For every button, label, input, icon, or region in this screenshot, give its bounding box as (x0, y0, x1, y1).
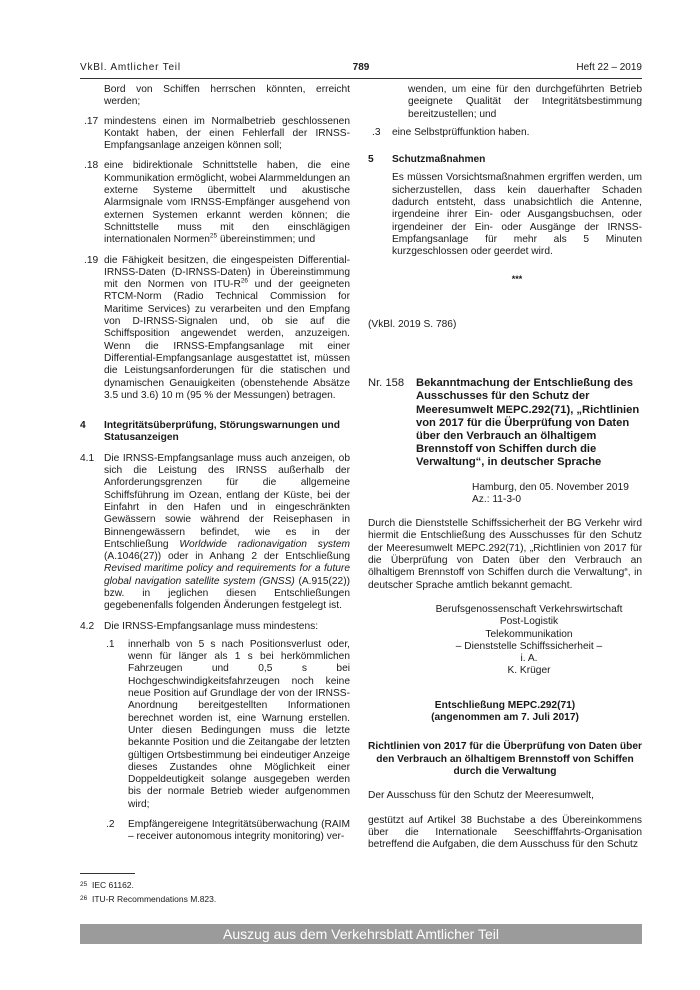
emphasis: Worldwide radionavigation system (179, 538, 350, 550)
header-rule (80, 78, 642, 79)
list-item (80, 116, 350, 153)
paragraph-text: Die IRNSS-Empfangsanlage muss mindestens: (104, 620, 319, 632)
paragraph-number: 4.2 (80, 620, 95, 632)
footnote-ref: 26 (240, 277, 249, 285)
intro-paragraph: Durch die Dienststelle Schiffssicherheit der BG Verkehr wird hiermit die Entschließung des Ausschusses für den Schutz der Meeresumwelt MEPC.292(71), „Richtlinien von 2017 für die Überprüfung von Daten über den Verbrauch an ölhaltigem Brennstoff von Schiffen durch die Verwaltung“, in deutscher Sprache amtlich bekannt gemacht. (368, 518, 642, 591)
item-text-cont: übereinstimmen; und (217, 234, 316, 246)
sub-item (80, 819, 350, 844)
section-title: Integritätsüberprüfung, Störungswarnungen und Statusanzeigen (104, 420, 340, 444)
resolution-title (368, 700, 642, 725)
item-number: .2 (106, 819, 115, 831)
item-text-cont: und der geeigneten RTCM-Norm (Radio Technical Commission for Maritime Services) zu verarbeiten und den Empfang von D-IRNSS-Signalen und, ob sie auf die Schiffsposition angewendet werden, anzuzeigen. Wenn die IRNSS-Empfangsanlage mit einer Differential-Empfangsanlage ausgestattet ist, müssen die Leistungsanforderungen für die statischen und dynamischen Genauigkeiten (obenstehende Absätze 3.5 und 3.6) 10 m (95 % der Messungen) betragen. (104, 279, 350, 401)
emphasis: Revised maritime policy and requirements for a future global navigation satellite system (GNSS) (104, 563, 350, 587)
notice-heading (368, 377, 642, 469)
left-column (80, 84, 350, 844)
journal-title: VkBl. Amtlicher Teil (80, 62, 181, 73)
sub-item (80, 639, 350, 811)
place-date: Hamburg, den 05. November 2019 (472, 481, 629, 493)
paragraph-text: Die IRNSS-Empfangsanlage muss auch anzeigen, ob sich die Leistung des IRNSS außerhalb der Anforderungsgrenzen für die allgemeine Schiffsführung im Ozean, entlang der Küste, bei der Einfahrt in den Hafen und in eingeschränkten Gewässern sowie während der Reisephasen in Binnengewässern befindet, wie es in der Entschließung (104, 452, 350, 550)
footnote (80, 894, 216, 904)
separator-stars: *** (511, 273, 523, 284)
list-item (80, 160, 350, 246)
section-number: 5 (368, 154, 374, 166)
item-text: innerhalb von 5 s nach Positionsverlust oder, wenn für länger als 1 s bei herkömmlichen Fahrzeugen und 0,5 s bei Hochgeschwindigkeitsfahrzeugen noch keine neue Position auf Grundlage der von der IRNSS-Anordnung bereitgestellten Informationen berechnet worden ist, eine Warnung erstellen. Unter diesen Bedingungen muss die letzte bekannte Position und die Zeitangabe der letzten gültigen Ortsbestimmung bei eindeutiger Anzeige dieses Zustandes ohne Möglichkeit einer Doppeldeutigkeit solange ausgegeben werden bis der normale Betrieb wieder aufgenommen wird; (128, 638, 350, 810)
page-header (80, 62, 642, 76)
paragraph-number: 4.1 (80, 452, 95, 464)
signature-block (368, 604, 642, 678)
section-number: 4 (80, 420, 86, 432)
list-item (368, 127, 642, 139)
item-number: .3 (372, 126, 381, 138)
paragraph-text: (A.1046(27)) oder in Anhang 2 der Entschließung (104, 551, 350, 563)
page-number: 789 (352, 62, 370, 73)
signature-line: Berufsgenossenschaft Verkehrswirtschaft (435, 603, 623, 615)
item-number: .17 (84, 115, 99, 127)
section-title: Schutzmaßnahmen (392, 154, 486, 166)
reference: (VkBl. 2019 S. 786) (368, 318, 457, 330)
list-item (80, 255, 350, 403)
paragraph-4-2 (80, 621, 350, 633)
signature-line: K. Krüger (507, 665, 551, 677)
footnote (80, 880, 134, 890)
item-number: .19 (84, 254, 99, 266)
item-text: eine bidirektionale Schnittstelle haben, die eine Kommunikation ermöglicht, wobei Alarmmeldungen an externe Systeme übermittelt und akustische Alarmsignale vom IRNSS-Empfänger ausgehend von externen Systemen erkannt werden können; die Schnittstelle muss mit den einschlägigen internationalen Normen (104, 160, 350, 246)
committee-line: Der Ausschuss für den Schutz der Meeresumwelt, (368, 790, 594, 802)
item-text: eine Selbstprüffunktion haben. (392, 126, 530, 138)
footnote-number: 26 (80, 895, 88, 902)
resolution-date: (angenommen am 7. Juli 2017) (431, 712, 579, 724)
footnote-ref: 25 (209, 232, 218, 240)
notice-number: Nr. 158 (368, 377, 405, 390)
right-column (368, 84, 642, 851)
signature-line: i. A. (520, 653, 538, 665)
item-text: die Fähigkeit besitzen, die eingespeisten Differential-IRNSS-Daten (D-IRNSS-Daten) in Übereinstimmung mit den Normen von ITU-R (104, 254, 350, 291)
footnote-rule (80, 873, 135, 874)
signature-line: – Dienststelle Schiffssicherheit – (455, 640, 603, 652)
item-text: mindestens einen im Normalbetrieb geschlossenen Kontakt haben, der einen Fehlerfall der IRNSS-Empfangsanlage anzeigen können soll; (104, 115, 350, 152)
issue-label: Heft 22 – 2019 (576, 62, 642, 73)
continued-text: wenden, um eine für den durchgeführten Betrieb geeignete Qualität der Integritätsbestimmung bereitzustellen; und (408, 84, 642, 120)
resolution-name: Entschließung MEPC.292(71) (434, 699, 576, 711)
guidelines-title: Richtlinien von 2017 für die Überprüfung von Daten über den Verbrauch an ölhaltigem Brennstoff von Schiffen durch die Verwaltung (368, 741, 642, 777)
signature-line: Telekommunikation (485, 628, 573, 640)
item-number: .18 (84, 160, 99, 172)
footnote-text: IEC 61162. (92, 880, 134, 890)
footnote-text: ITU-R Recommendations M.823. (92, 894, 217, 904)
signature-line: Post-Logistik (499, 616, 559, 628)
continued-text: Bord von Schiffen herrschen könnten, erreicht werden; (104, 84, 350, 108)
section-heading (80, 420, 350, 445)
paragraph-4-1 (80, 453, 350, 613)
article-paragraph: gestützt auf Artikel 38 Buchstabe a des Übereinkommens über die Internationale Seeschifffahrts-Organisation betreffend die Aufgaben, die dem Ausschuss für den Schutz (368, 814, 642, 851)
item-text: Empfängereigene Integritätsüberwachung (RAIM – receiver autonomous integrity monitoring) ver- (128, 819, 350, 843)
section-heading (368, 154, 642, 166)
paragraph-5: Es müssen Vorsichtsmaßnahmen ergriffen werden, um sicherzustellen, dass kein dauerhafter Schaden dadurch entsteht, dass unabsichtlich die Antenne, irgendeine ihrer Ein- oder Ausgangsbuchsen, oder irgendeiner der Ein- oder Ausgänge der IRNSS-Empfangsanlage für mehr als 5 Minuten kurzgeschlossen oder geerdet wird. (392, 172, 642, 258)
notice-title: Bekanntmachung der Entschließung des Ausschusses für den Schutz der Meeresumwelt MEPC.292(71), „Richtlinien von 2017 für die Überprüfung von Daten über den Verbrauch an ölhaltigem Brennstoff von Schiffen durch die Verwaltung“, in deutscher Sprache (416, 377, 640, 469)
paragraph-text: (A.915(22)) bzw. in jeglichen diesen Entschließungen gegebenenfalls folgenden Änderungen festgelegt ist. (104, 575, 350, 612)
footnote-number: 25 (80, 881, 88, 888)
footer-banner: Auszug aus dem Verkehrsblatt Amtlicher Teil (80, 924, 642, 944)
file-number: Az.: 11-3-0 (472, 493, 522, 505)
item-number: .1 (106, 638, 115, 650)
